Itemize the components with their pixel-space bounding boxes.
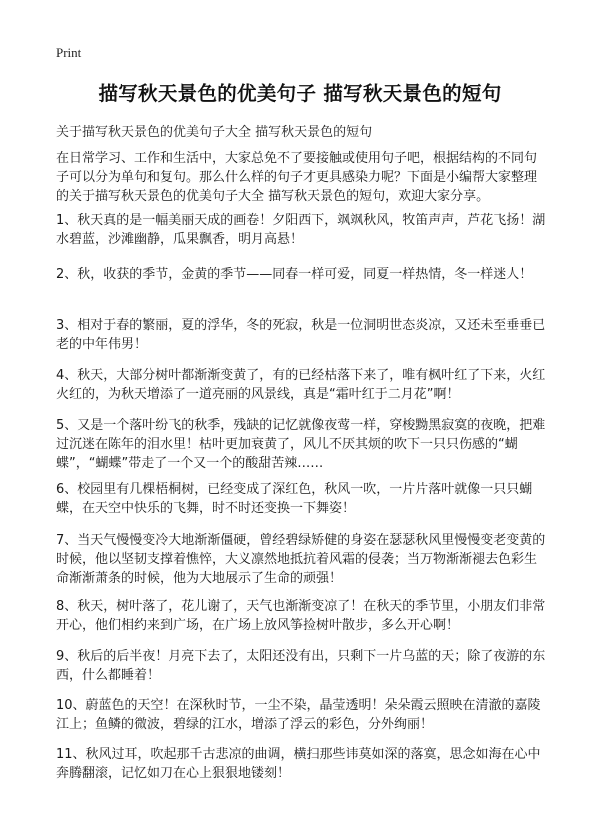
list-item: 6、校园里有几棵梧桐树，已经变成了深红色，秋风一吹，一片片落叶就像一只只蝴蝶，在天空中快乐的飞舞，时不时还变换一下舞姿！ xyxy=(56,482,533,516)
intro-paragraph: 在日常学习、工作和生活中，大家总免不了要接触或使用句子吧，根据结构的不同句子可以分为单句和复句。那么什么样的句子才更具感染力呢？下面是小编帮大家整理的关于描写秋天景色的优美句子大全 描写秋天景色的短句，欢迎大家分享。 xyxy=(56,151,538,204)
list-item: 1、秋天真的是一幅美丽天成的画卷！夕阳西下，飒飒秋风，牧笛声声，芦花飞扬！湖水碧蓝，沙滩幽静，瓜果飘香，明月高悬！ xyxy=(56,213,546,247)
list-item: 2、秋，收获的季节，金黄的季节——同春一样可爱，同夏一样热情，冬一样迷人！ xyxy=(56,267,533,282)
page-title: 描写秋天景色的优美句子 描写秋天景色的短句 xyxy=(98,82,502,105)
list-item: 8、秋天，树叶落了，花儿谢了，天气也渐渐变凉了！在秋天的季节里，小朋友们非常开心，他们相约来到广场，在广场上放风筝捡树叶散步，多么开心啊！ xyxy=(56,599,546,633)
list-item: 3、相对于春的繁丽，夏的浮华，冬的死寂，秋是一位洞明世态炎凉，又还未至垂垂已老的中年伟男！ xyxy=(56,318,546,352)
print-link[interactable]: Print xyxy=(56,45,82,60)
page-subtitle: 关于描写秋天景色的优美句子大全 描写秋天景色的短句 xyxy=(56,125,373,140)
list-item: 11、秋风过耳，吹起那千古悲凉的曲调，横扫那些讳莫如深的落寞，思念如海在心中奔腾翻滚，记忆如刀在心上狠狠地镂刻！ xyxy=(56,747,541,781)
list-item: 5、又是一个落叶纷飞的秋季，残缺的记忆就像夜莺一样，穿梭黝黑寂寞的夜晚，把难过沉迷在陈年的泪水里！枯叶更加衰黄了，风儿不厌其烦的吹下一只只伤感的“蝴蝶”，“蝴蝶”带走了一个又一个的酸甜苦辣…… xyxy=(56,418,546,471)
list-item: 9、秋后的后半夜！月亮下去了，太阳还没有出，只剩下一片乌蓝的天；除了夜游的东西，什么都睡着！ xyxy=(56,649,546,683)
list-item: 4、秋天，大部分树叶都渐渐变黄了，有的已经枯落下来了，唯有枫叶红了下来，火红火红的，为秋天增添了一道亮丽的风景线，真是“霜叶红于二月花”啊！ xyxy=(56,368,546,402)
list-item: 10、蔚蓝色的天空！在深秋时节，一尘不染，晶莹透明！朵朵霞云照映在清澈的嘉陵江上；鱼鳞的微波，碧绿的江水，增添了浮云的彩色，分外绚丽！ xyxy=(56,698,541,732)
list-item: 7、当天气慢慢变冷大地渐渐僵硬，曾经碧绿矫健的身姿在瑟瑟秋风里慢慢变老变黄的时候，他以坚韧支撑着憔悴，大义凛然地抵抗着风霜的侵袭；当万物渐渐褪去色彩生命渐渐萧条的时候，他为大地展示了生命的顽强！ xyxy=(56,533,546,586)
